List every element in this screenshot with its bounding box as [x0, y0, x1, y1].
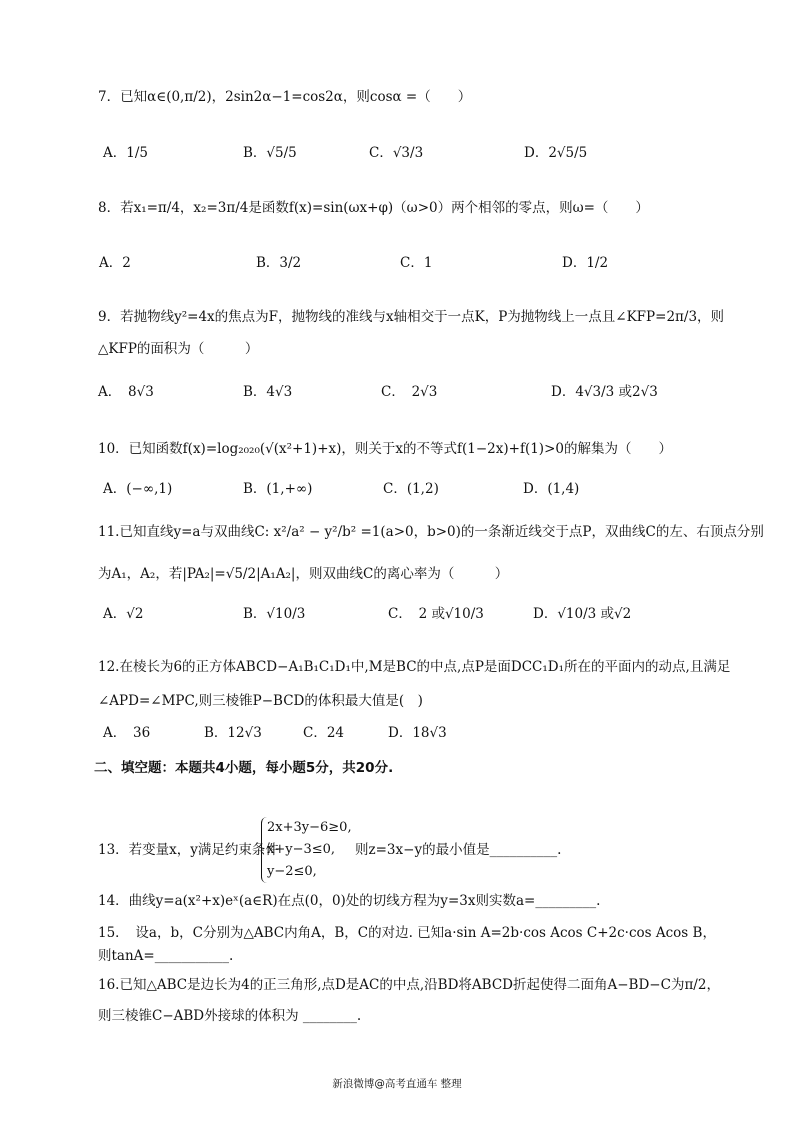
q10-option-b: B．(1,+∞)	[243, 481, 313, 497]
q8-option-a: A．2	[99, 255, 131, 271]
q8-option-d: D．1/2	[562, 255, 609, 271]
q7-option-d: D．2√5/5	[524, 145, 588, 161]
question-14-stem: 14．曲线y=a(x²+x)eˣ(a∈R)在点(0，0)处的切线方程为y=3x则实数a=_________.	[98, 893, 601, 909]
q9-option-c: C． 2√3	[381, 384, 438, 400]
q10-option-c: C．(1,2)	[383, 481, 439, 497]
question-15-stem-line2: 则tanA=___________.	[98, 948, 234, 964]
q12-option-c: C．24	[303, 725, 345, 741]
question-12-stem-line2: ∠APD=∠MPC,则三棱锥P−BCD的体积最大值是( )	[98, 693, 423, 709]
q11-option-d: D．√10/3 或√2	[533, 606, 632, 622]
question-15-stem-line1: 15． 设a，b，C分别为△ABC内角A，B，C的对边. 已知a·sin A=2b·cos Acos C+2c·cos Acos B，	[98, 925, 716, 941]
q7-option-c: C．√3/3	[369, 145, 424, 161]
question-16-stem-line2: 则三棱锥C−ABD外接球的体积为 ________.	[98, 1008, 362, 1024]
q12-option-b: B．12√3	[204, 725, 262, 741]
question-12-stem-line1: 12.在棱长为6的正方体ABCD−A₁B₁C₁D₁中,M是BC的中点,点P是面DCC₁D₁所在的平面内的动点,且满足	[98, 659, 731, 675]
q13-constraint-2: x+y−3≤0,	[267, 842, 336, 857]
q9-option-a: A． 8√3	[98, 384, 154, 400]
q11-option-a: A．√2	[103, 606, 144, 622]
question-11-stem-line1: 11.已知直线y=a与双曲线C: x²/a² − y²/b² =1(a>0，b>0)的一条渐近线交于点P，双曲线C的左、右顶点分别	[98, 524, 764, 540]
q10-option-d: D．(1,4)	[523, 481, 580, 497]
q12-option-d: D．18√3	[388, 725, 447, 741]
question-11-stem-line2: 为A₁，A₂，若|PA₂|=√5/2|A₁A₂|，则双曲线C的离心率为（ ）	[98, 566, 509, 582]
question-9-stem-line2: △KFP的面积为（ ）	[98, 341, 259, 357]
question-16-stem-line1: 16.已知△ABC是边长为4的正三角形,点D是AC的中点,沿BD将ABCD折起使得二面角A−BD−C为π/2，	[98, 977, 720, 993]
q7-option-b: B．√5/5	[243, 145, 297, 161]
page-footer-credit: 新浪微博@高考直通车 整理	[332, 1078, 462, 1090]
q11-option-b: B．√10/3	[243, 606, 306, 622]
question-7-stem: 7．已知α∈(0,π/2)，2sin2α−1=cos2α，则cosα =（ ）	[98, 89, 472, 105]
q11-option-c: C． 2 或√10/3	[388, 606, 484, 622]
q7-option-a: A．1/5	[103, 145, 148, 161]
question-10-stem: 10．已知函数f(x)=log₂₀₂₀(√(x²+1)+x)，则关于x的不等式f(1−2x)+f(1)>0的解集为（ ）	[98, 441, 672, 457]
q9-option-b: B．4√3	[243, 384, 293, 400]
q8-option-b: B．3/2	[256, 255, 302, 271]
q9-option-d: D．4√3/3 或2√3	[551, 384, 658, 400]
q12-option-a: A． 36	[103, 725, 151, 741]
question-13-tail: 则z=3x−y的最小值是__________.	[355, 842, 562, 858]
q10-option-a: A．(−∞,1)	[103, 481, 173, 497]
section-fill-in-heading: 二、填空题：本题共4小题，每小题5分，共20分.	[94, 760, 394, 776]
q13-constraint-3: y−2≤0,	[267, 864, 317, 879]
question-8-stem: 8．若x₁=π/4，x₂=3π/4是函数f(x)=sin(ωx+φ)（ω>0）两个相邻的零点，则ω=（ ）	[98, 200, 649, 216]
q13-constraint-1: 2x+3y−6≥0,	[267, 820, 352, 835]
question-13-lead: 13．若变量x，y满足约束条件	[98, 842, 279, 858]
q13-constraint-system	[261, 817, 352, 883]
question-9-stem-line1: 9．若抛物线y²=4x的焦点为F，抛物线的准线与x轴相交于一点K，P为抛物线上一点且∠KFP=2π/3，则	[98, 309, 725, 325]
q8-option-c: C．1	[400, 255, 433, 271]
